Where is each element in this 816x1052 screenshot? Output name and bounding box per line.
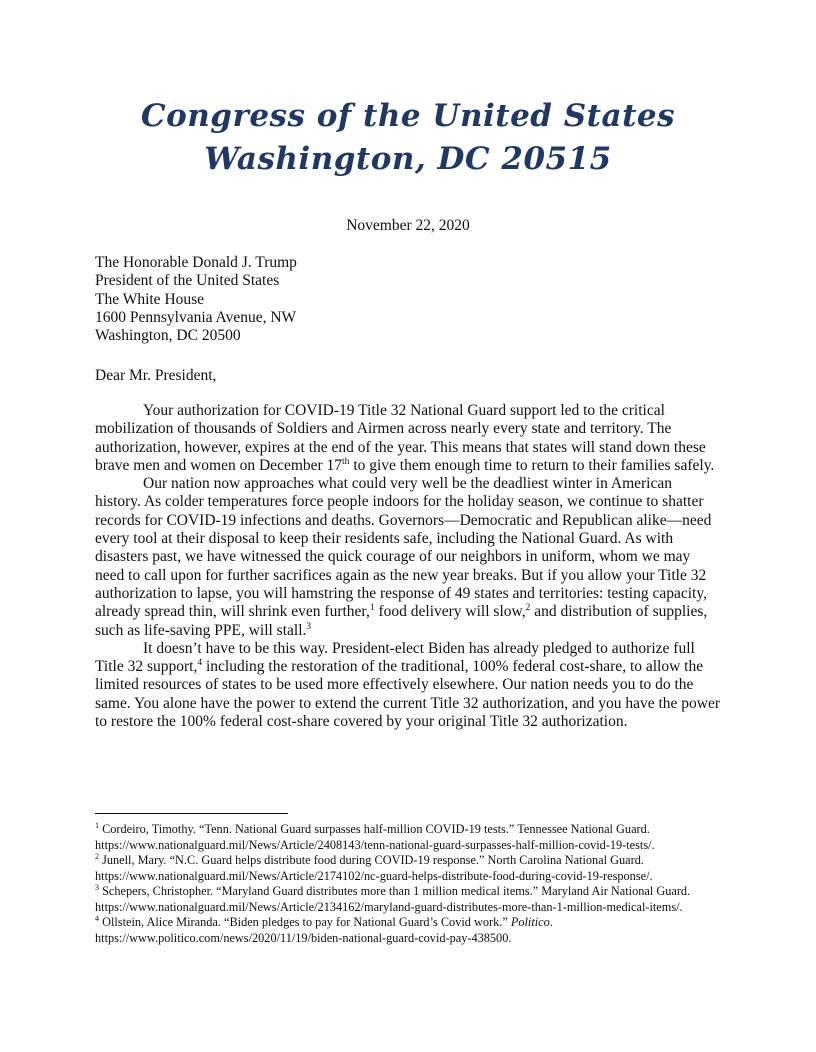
footnote-source: Politico	[510, 915, 550, 929]
letter-body	[95, 402, 720, 731]
footnote-text-b: . https://www.politico.com/news/2020/11/19/biden-national-guard-covid-pay-438500.	[95, 915, 553, 945]
letterhead-title: Congress of the United States	[140, 98, 676, 134]
recipient-name: The Honorable Donald J. Trump	[95, 254, 297, 271]
footnote-separator	[95, 813, 288, 814]
letterhead-address: Washington, DC 20515	[204, 141, 612, 177]
footnote-text: Junell, Mary. “N.C. Guard helps distribute food during COVID-19 response.” North Carolina National Guard. https://www.nationalguard.mil/News/Article/2174102/nc-guard-helps-distribute-food-during-covid-19-response/.	[95, 853, 653, 883]
letter-date: November 22, 2020	[346, 217, 470, 234]
footnote-number: 1	[95, 820, 99, 830]
paragraph-3	[95, 640, 720, 731]
footnote-3	[95, 884, 717, 915]
footnote-number: 4	[95, 913, 99, 923]
footnote-ref-4: 4	[197, 658, 203, 668]
footnote-1	[95, 822, 717, 853]
footnote-4	[95, 915, 717, 946]
ordinal-suffix: th	[342, 456, 350, 467]
paragraph-2-text-b: food delivery will slow,	[374, 603, 526, 621]
recipient-address	[95, 254, 297, 345]
paragraph-2-text-c: and distribution of supplies, such as life-saving PPE, will stall.	[95, 603, 708, 639]
footnote-number: 2	[95, 851, 99, 861]
footnote-ref-1: 1	[369, 603, 375, 614]
paragraph-2-text-a: Our nation now approaches what could very well be the deadliest winter in American history. As colder temperatures force people indoors for the holiday season, we continue to shatter records for COVID-19 infections and deaths. Governors—Democratic and Republican alike—need every tool at their disposal to keep their residents safe, including the National Guard. As with disasters past, we have witnessed the quick courage of our neighbors in uniform, whom we may need to call upon for further sacrifices again as the new year breaks. But if you allow your Title 32 authorization to lapse, you will hamstring the response of 49 states and territories: testing capacity, already spread thin, will shrink even further,	[95, 475, 712, 621]
footnote-text: Schepers, Christopher. “Maryland Guard distributes more than 1 million medical items.” Maryland Air National Guard. https://www.nationalguard.mil/News/Article/2134162/maryland-guard-distributes-more-than-1-million-medical-items/.	[95, 884, 691, 914]
recipient-title: President of the United States	[95, 272, 280, 290]
footnote-ref-2: 2	[525, 603, 531, 614]
footnote-ref-3: 3	[306, 621, 312, 632]
paragraph-1-text-b: to give them enough time to return to their families safely.	[349, 456, 715, 474]
paragraph-1-text-a: Your authorization for COVID-19 Title 32 National Guard support led to the critical mobilization of thousands of Soldiers and Airmen across nearly every state and territory. The authorization, however, expires at the end of the year. This means that states will stand down these brave men and women on December 17	[95, 402, 706, 474]
paragraph-3-text-b: including the restoration of the traditional, 100% federal cost-share, to allow the limited resources of states to be used more effectively elsewhere. Our nation needs you to do the same. You alone have the power to extend the current Title 32 authorization, and you have the power to restore the 100% federal cost-share covered by your original Title 32 authorization.	[95, 658, 721, 731]
paragraph-3-text-a: It doesn’t have to be this way. President-elect Biden has already pledged to authorize full Title 32 support,	[95, 639, 695, 676]
paragraph-2	[95, 475, 720, 640]
footnote-2	[95, 853, 717, 884]
footnotes	[95, 822, 717, 946]
recipient-city: Washington, DC 20500	[95, 327, 241, 345]
paragraph-1	[95, 402, 720, 475]
footnote-text: Cordeiro, Timothy. “Tenn. National Guard surpasses half-million COVID-19 tests.” Tennessee National Guard. https://www.nationalguard.mil/News/Article/2408143/tenn-national-guard-surpasses-half-million-covid-19-tests/.	[95, 822, 655, 852]
recipient-office: The White House	[95, 290, 205, 308]
footnote-number: 3	[95, 882, 99, 892]
footnote-text-a: Ollstein, Alice Miranda. “Biden pledges to pay for National Guard’s Covid work.”	[99, 915, 511, 929]
salutation: Dear Mr. President,	[95, 367, 217, 384]
recipient-street: 1600 Pennsylvania Avenue, NW	[95, 308, 297, 326]
